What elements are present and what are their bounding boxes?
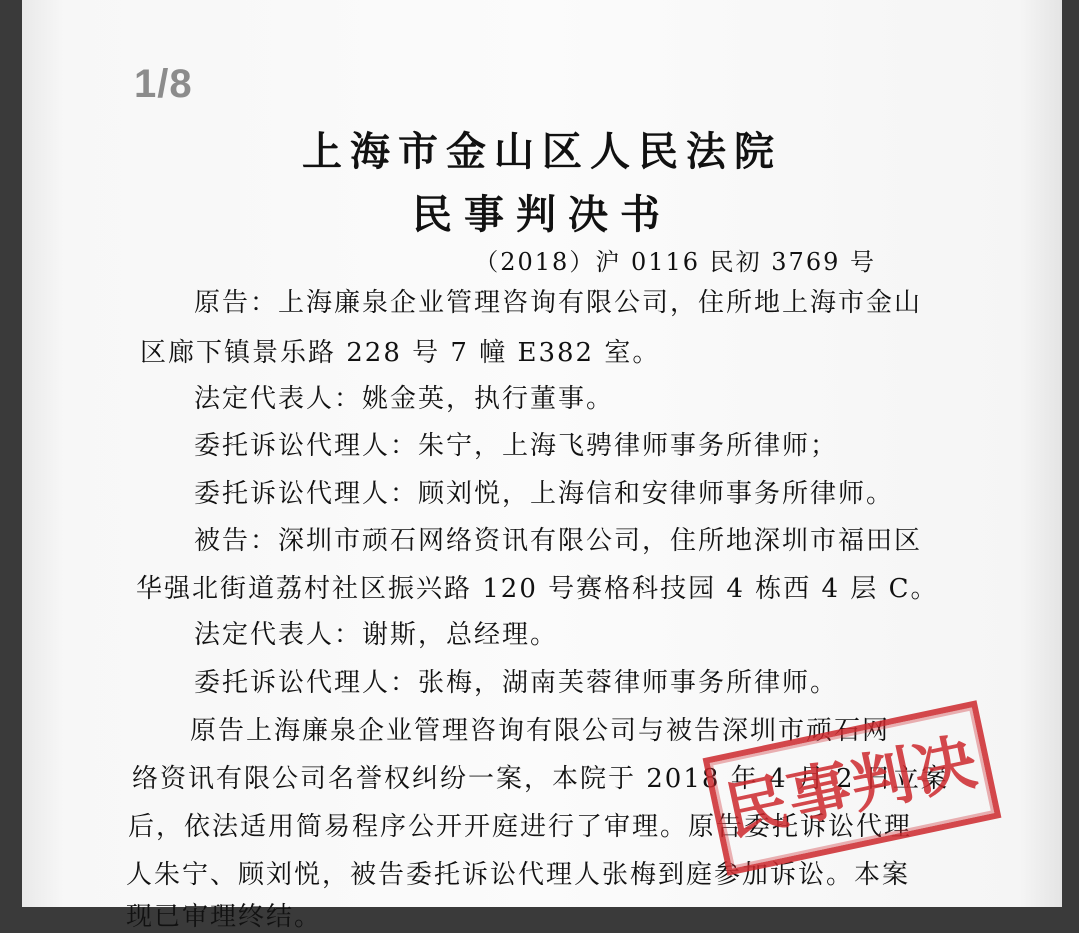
text-line-case-filing: 络资讯有限公司名誉权纠纷一案，本院于 2018 年 4 月 2 日立案 bbox=[132, 764, 949, 794]
text-line-case-intro: 原告上海廉泉企业管理咨询有限公司与被告深圳市顽石网 bbox=[190, 716, 891, 746]
text-line-defendant-address: 华强北街道荔村社区振兴路 120 号赛格科技园 4 栋西 4 层 C。 bbox=[136, 574, 939, 604]
court-name: 上海市金山区人民法院 bbox=[302, 128, 782, 175]
document-title: 民事判决书 bbox=[412, 191, 672, 238]
case-number: （2018）沪 0116 民初 3769 号 bbox=[474, 248, 876, 276]
text-line-plaintiff: 原告：上海廉泉企业管理咨询有限公司，住所地上海市金山 bbox=[194, 288, 923, 318]
text-line-plaintiff-agent-1: 委托诉讼代理人：朱宁，上海飞骋律师事务所律师； bbox=[194, 431, 839, 461]
red-stamp: 民事判决 bbox=[703, 700, 1002, 876]
text-line-defendant-agent: 委托诉讼代理人：张梅，湖南芙蓉律师事务所律师。 bbox=[194, 668, 839, 698]
page-indicator: 1/8 bbox=[134, 62, 193, 106]
text-line-plaintiff-address: 区廊下镇景乐路 228 号 7 幢 E382 室。 bbox=[140, 338, 661, 368]
text-line-case-attendance: 人朱宁、顾刘悦，被告委托诉讼代理人张梅到庭参加诉讼。本案 bbox=[126, 860, 911, 890]
text-line-plaintiff-agent-2: 委托诉讼代理人：顾刘悦，上海信和安律师事务所律师。 bbox=[194, 479, 895, 509]
text-line-case-trial: 后，依法适用简易程序公开开庭进行了审理。原告委托诉讼代理 bbox=[128, 812, 913, 842]
text-line-defendant: 被告：深圳市顽石网络资讯有限公司，住所地深圳市福田区 bbox=[194, 526, 923, 556]
text-line-case-conclusion: 现已审理终结。 bbox=[126, 902, 323, 932]
text-line-plaintiff-rep: 法定代表人：姚金英，执行董事。 bbox=[194, 384, 615, 414]
document-page bbox=[22, 0, 1062, 932]
text-line-defendant-rep: 法定代表人：谢斯，总经理。 bbox=[194, 620, 559, 650]
